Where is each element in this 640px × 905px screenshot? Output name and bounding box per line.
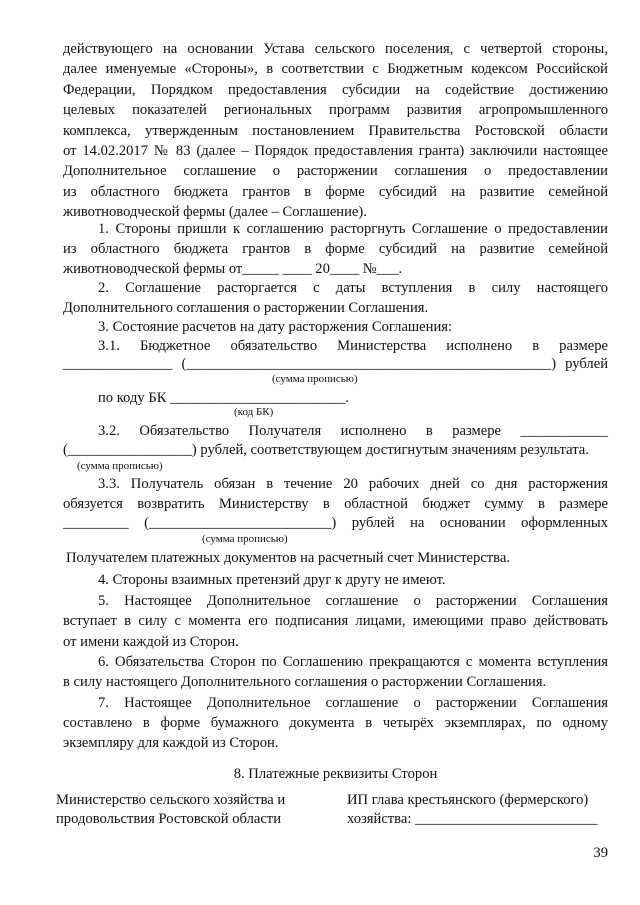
text-line: животноводческой фермы (далее – Соглашение). bbox=[63, 204, 367, 220]
text-line: _______________ (__________________________________________________) рублей bbox=[63, 356, 608, 372]
text-line: далее именуемые «Стороны», в соответствии с Бюджетным кодексом Российской bbox=[63, 61, 608, 77]
text-line: комплекса, утвержденным постановлением Правительства Ростовской области bbox=[63, 123, 608, 139]
right-party-line: ИП глава крестьянского (фермерского) bbox=[347, 792, 589, 808]
clause-2: 2. Соглашение расторгается с даты вступления в силу настоящего bbox=[98, 280, 608, 296]
text-line: действующего на основании Устава сельского поселения, с четвертой стороны, bbox=[63, 41, 608, 57]
clause-3-1: 3.1. Бюджетное обязательство Министерства исполнено в размере bbox=[98, 338, 608, 354]
text-line: от имени каждой из Сторон. bbox=[63, 634, 239, 650]
caption-bk-code: (код БК) bbox=[234, 406, 274, 418]
text-line: из областного бюджета грантов в форме субсидий на развитие семейной bbox=[63, 241, 608, 257]
text-line: целевых показателей региональных программ развития агропромышленного bbox=[63, 102, 608, 118]
left-party-line: Министерство сельского хозяйства и bbox=[56, 792, 286, 808]
text-line: Дополнительное соглашение о расторжении соглашения о предоставлении bbox=[63, 163, 608, 179]
text-line: обязуется возвратить Министерству в областной бюджет сумму в размере bbox=[63, 496, 608, 512]
clause-5: 5. Настоящее Дополнительное соглашение о расторжении Соглашения bbox=[98, 593, 608, 609]
left-party-line: продовольствия Ростовской области bbox=[56, 811, 281, 827]
clause-3-3: 3.3. Получатель обязан в течение 20 рабочих дней со дня расторжения bbox=[98, 476, 608, 492]
clause-6: 6. Обязательства Сторон по Соглашению прекращаются с момента вступления bbox=[98, 654, 608, 670]
right-party-name bbox=[347, 791, 597, 829]
right-party-line: хозяйства: _________________________ bbox=[347, 811, 598, 827]
text-line: _________ (_________________________) рублей на основании оформленных bbox=[63, 515, 608, 531]
text-line: из областного бюджета грантов в форме субсидий на развитие семейной bbox=[63, 184, 608, 200]
page-number: 39 bbox=[593, 845, 608, 861]
clause-3-2: 3.2. Обязательство Получателя исполнено в размере ____________ bbox=[98, 423, 608, 439]
clause-4: 4. Стороны взаимных претензий друг к другу не имеют. bbox=[98, 572, 446, 588]
clause-3: 3. Состояние расчетов на дату расторжения Соглашения: bbox=[98, 319, 453, 335]
text-line: Федерации, Порядком предоставления субсидии на содействие достижению bbox=[63, 82, 608, 98]
clause-1: 1. Стороны пришли к соглашению расторгнуть Соглашение о предоставлении bbox=[98, 221, 608, 237]
caption-amount-in-words: (сумма прописью) bbox=[77, 460, 163, 472]
text-line: вступает в силу с момента его подписания лицами, имеющими право действовать bbox=[63, 613, 608, 629]
section-heading: 8. Платежные реквизиты Сторон bbox=[233, 766, 438, 782]
text-line: животноводческой фермы от_____ ____ 20____ №___. bbox=[63, 261, 403, 277]
text-line: от 14.02.2017 № 83 (далее – Порядок предоставления гранта) заключили настоящее bbox=[63, 143, 608, 159]
clause-7: 7. Настоящее Дополнительное соглашение о расторжении Соглашения bbox=[98, 695, 608, 711]
text-line: (_________________) рублей, соответствующем достигнутым значениям результата. bbox=[63, 442, 589, 458]
text-line: экземпляру для каждой из Сторон. bbox=[63, 735, 279, 751]
text-line: Дополнительного соглашения о расторжении Соглашения. bbox=[63, 300, 429, 316]
text-line: составлено в форме бумажного документа в четырёх экземплярах, по одному bbox=[63, 715, 608, 731]
text-line: в силу настоящего Дополнительного соглашения о расторжении Соглашения. bbox=[63, 674, 547, 690]
caption-amount-in-words: (сумма прописью) bbox=[202, 533, 288, 545]
caption-amount-in-words: (сумма прописью) bbox=[272, 373, 358, 385]
text-line: Получателем платежных документов на расчетный счет Министерства. bbox=[66, 550, 511, 566]
text-line: по коду БК ________________________. bbox=[98, 390, 349, 406]
left-party-name bbox=[56, 791, 285, 829]
